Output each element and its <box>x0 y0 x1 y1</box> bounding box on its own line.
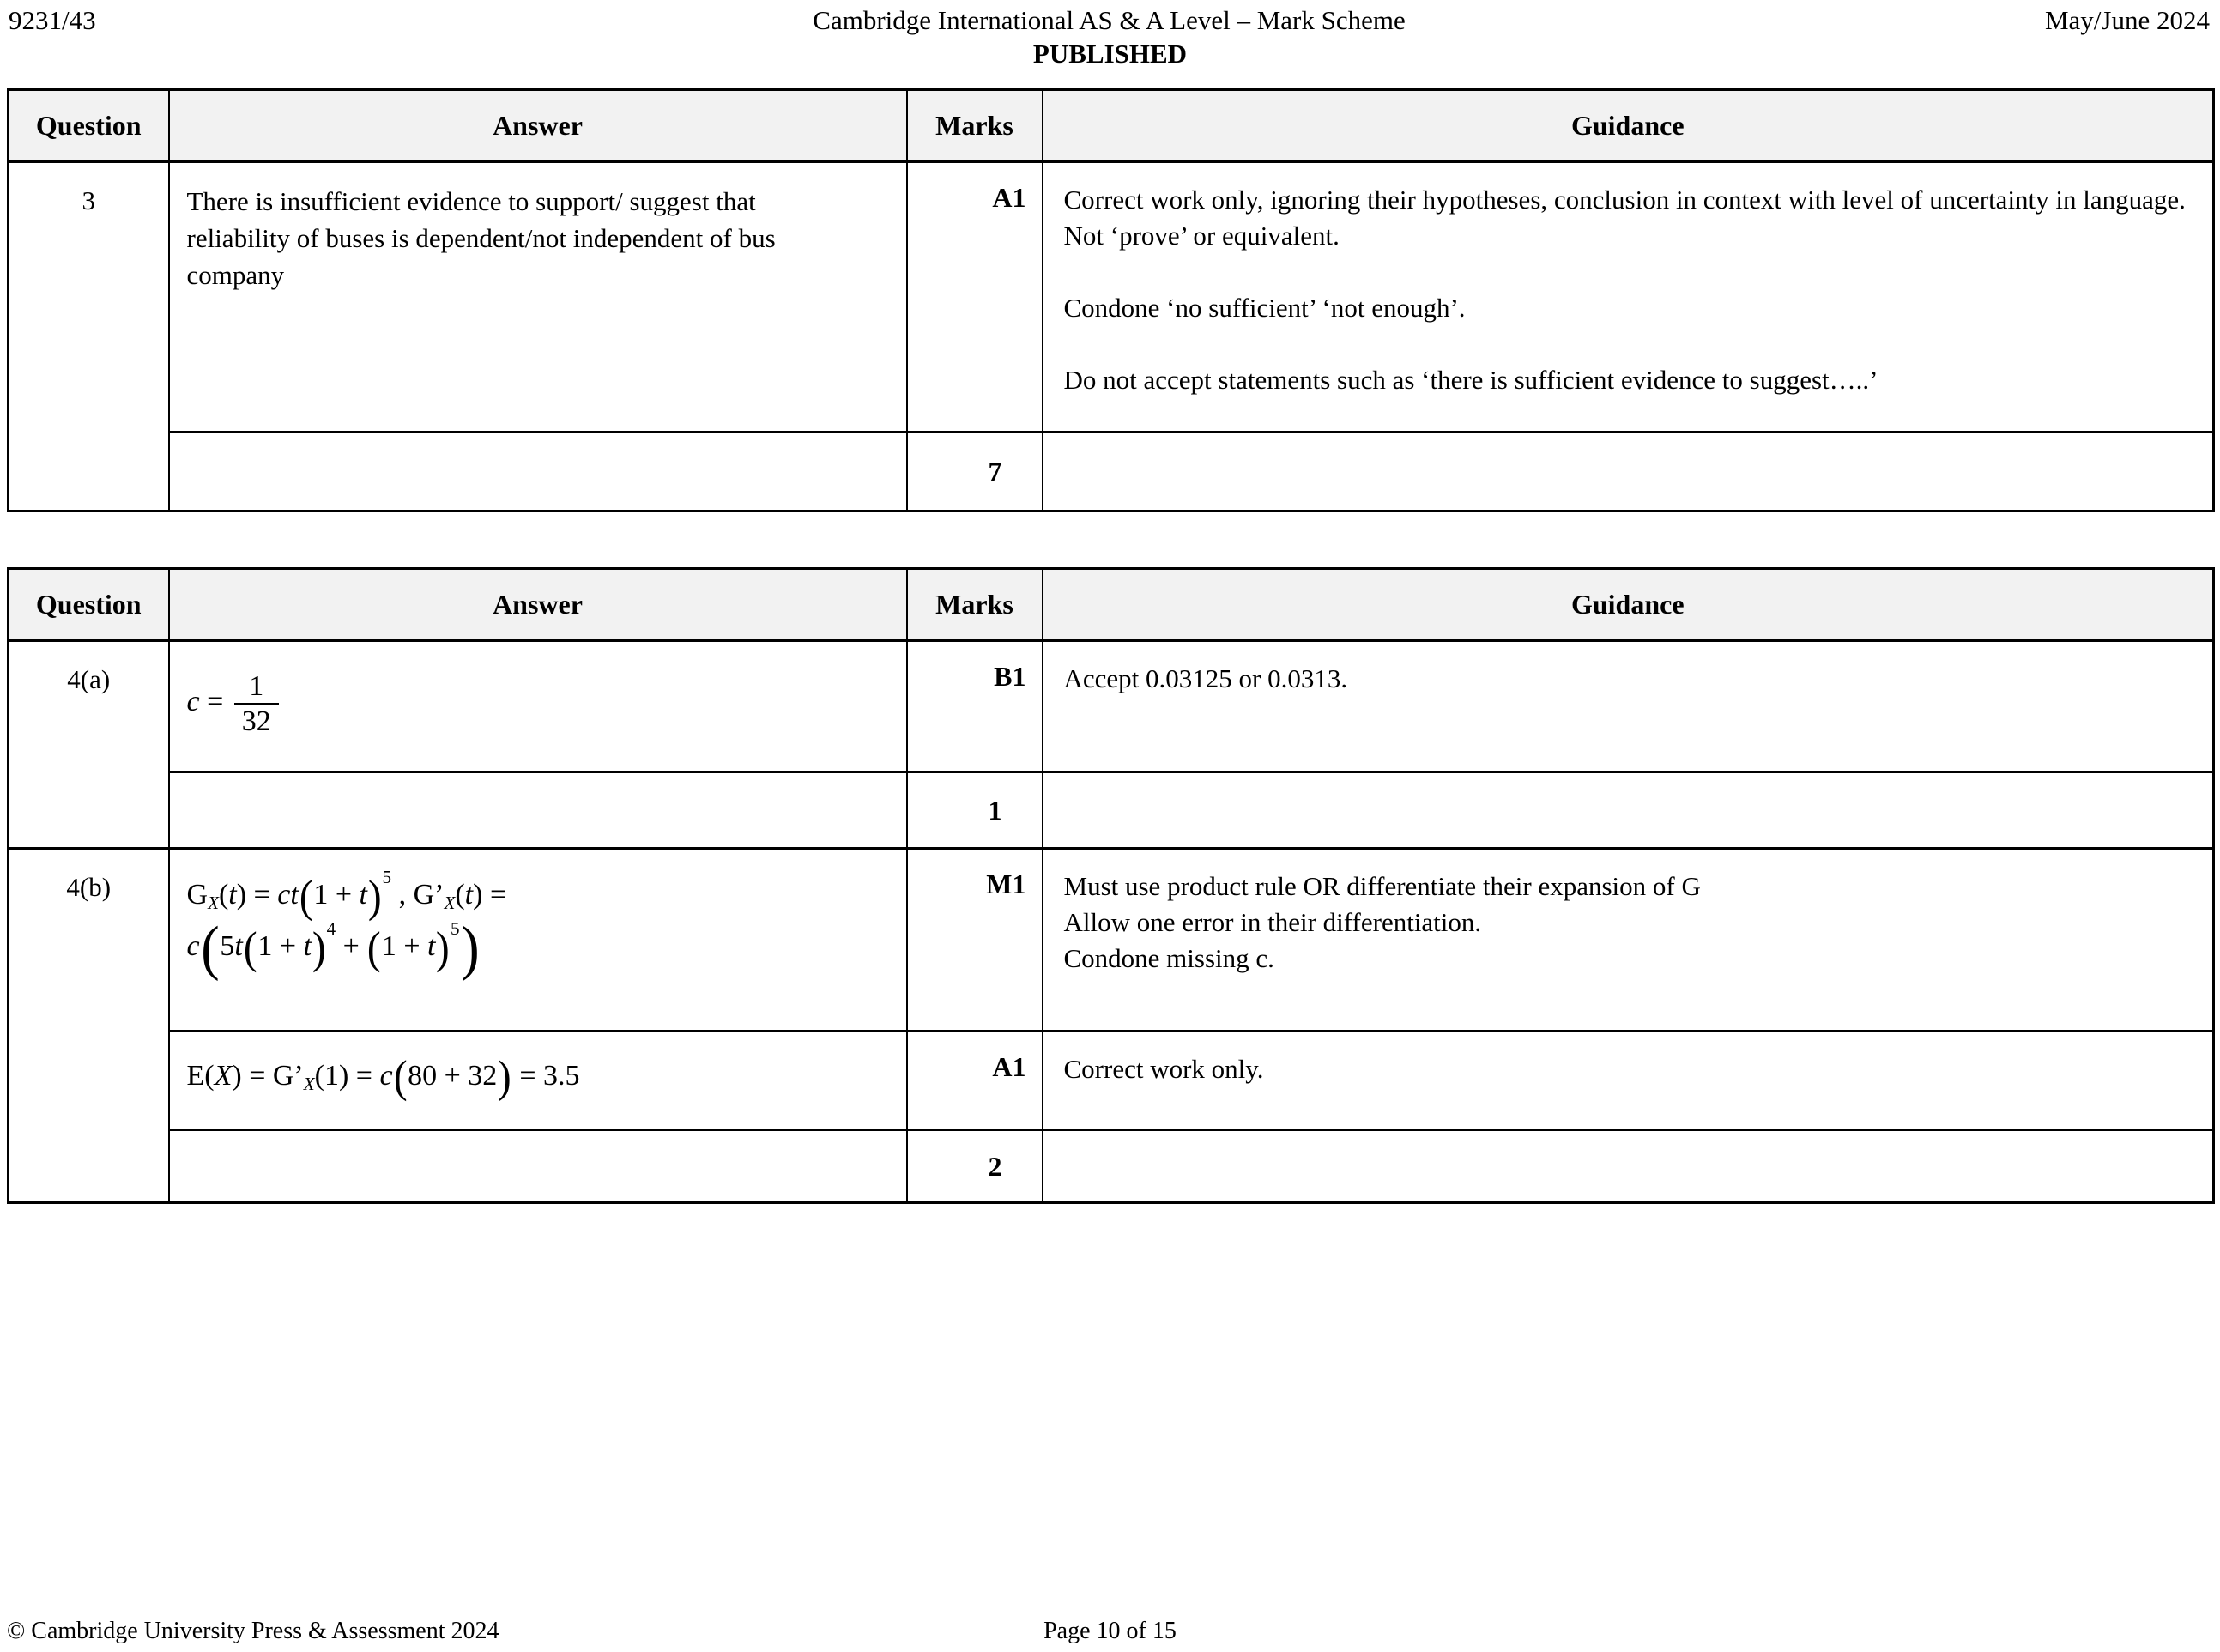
page-number: Page 10 of 15 <box>1043 1618 1177 1644</box>
marks-cell: A1 <box>907 162 1043 433</box>
column-header-marks: Marks <box>907 90 1043 162</box>
guidance-line: Accept 0.03125 or 0.0313. <box>1063 663 1348 693</box>
tables-container <box>7 88 2220 1204</box>
column-header-guidance: Guidance <box>1043 90 2214 162</box>
question-cell: 4(a) <box>9 641 169 849</box>
table-row <box>9 849 2214 1032</box>
guidance-cell <box>1043 1032 2214 1130</box>
guidance-line: Condone missing c. <box>1063 943 1274 974</box>
answer-cell-empty <box>169 772 907 849</box>
marks-cell: M1 <box>907 849 1043 1032</box>
table-row <box>9 1032 2214 1130</box>
answer-cell-empty <box>169 1130 907 1203</box>
table-row <box>9 433 2214 511</box>
page-footer <box>0 1611 2220 1645</box>
answer-cell <box>169 641 907 772</box>
answer-cell <box>169 849 907 1032</box>
guidance-gap <box>1064 254 2193 290</box>
guidance-line: Correct work only, ignoring their hypotheses, conclusion in context with level of uncertainty in language. Not ‘prove’ or equivalent. <box>1063 185 2186 251</box>
column-header-answer: Answer <box>169 90 907 162</box>
marks-cell: B1 <box>907 641 1043 772</box>
mark-scheme-table <box>7 567 2215 1204</box>
guidance-line: Must use product rule OR differentiate their expansion of G <box>1063 871 1701 901</box>
published-label: PUBLISHED <box>1032 39 1188 69</box>
paper-code: 9231/43 <box>9 5 96 35</box>
answer-formula: $E(X) = G’_X(1) = c(80 + 32) = 3.5$ <box>186 1052 580 1103</box>
table-row <box>9 162 2214 433</box>
guidance-cell <box>1043 849 2214 1032</box>
table-row <box>9 1130 2214 1203</box>
guidance-line: Condone ‘no sufficient’ ‘not enough’. <box>1063 293 1466 324</box>
answer-formula: c = $\frac{1}{32}$ <box>187 669 889 738</box>
answer-cell-empty <box>169 433 907 511</box>
guidance-cell-empty <box>1043 433 2214 511</box>
doc-title: Cambridge International AS & A Level – Mark Scheme <box>813 5 1406 35</box>
copyright-notice: © Cambridge University Press & Assessment 2024 <box>7 1618 499 1644</box>
question-cell: 4(b) <box>9 849 169 1203</box>
answer-formula: $c(5t(1 + t)^4 + (1 + t)^5)$ <box>186 913 480 982</box>
table-row <box>9 772 2214 849</box>
mark-scheme-table <box>7 88 2215 512</box>
column-header-question: Question <box>9 90 169 162</box>
question-cell: 3 <box>9 162 169 511</box>
guidance-line: Correct work only. <box>1063 1054 1264 1084</box>
guidance-cell <box>1043 641 2214 772</box>
guidance-cell-empty <box>1043 772 2214 849</box>
total-marks-cell: 7 <box>907 433 1043 511</box>
total-marks-cell: 1 <box>907 772 1043 849</box>
column-header-guidance: Guidance <box>1043 569 2214 641</box>
column-header-marks: Marks <box>907 569 1043 641</box>
answer-text: There is insufficient evidence to support/ suggest that reliability of buses is dependent/not independent of bus company <box>186 186 776 290</box>
page-header <box>0 0 2220 36</box>
guidance-gap <box>1064 326 2193 362</box>
marks-cell: A1 <box>907 1032 1043 1130</box>
guidance-cell-empty <box>1043 1130 2214 1203</box>
column-header-answer: Answer <box>169 569 907 641</box>
guidance-cell <box>1043 162 2214 433</box>
guidance-line: Allow one error in their differentiation. <box>1063 907 1482 938</box>
answer-formula: $G_X(t) = ct(1 + t)^5$ , $G’_X(t)$ = <box>186 867 507 922</box>
answer-cell <box>169 162 907 433</box>
table-row <box>9 641 2214 772</box>
column-header-question: Question <box>9 569 169 641</box>
guidance-line: Do not accept statements such as ‘there is sufficient evidence to suggest…..’ <box>1063 365 1878 396</box>
answer-cell <box>169 1032 907 1130</box>
total-marks-cell: 2 <box>907 1130 1043 1203</box>
session-date: May/June 2024 <box>2044 5 2210 35</box>
